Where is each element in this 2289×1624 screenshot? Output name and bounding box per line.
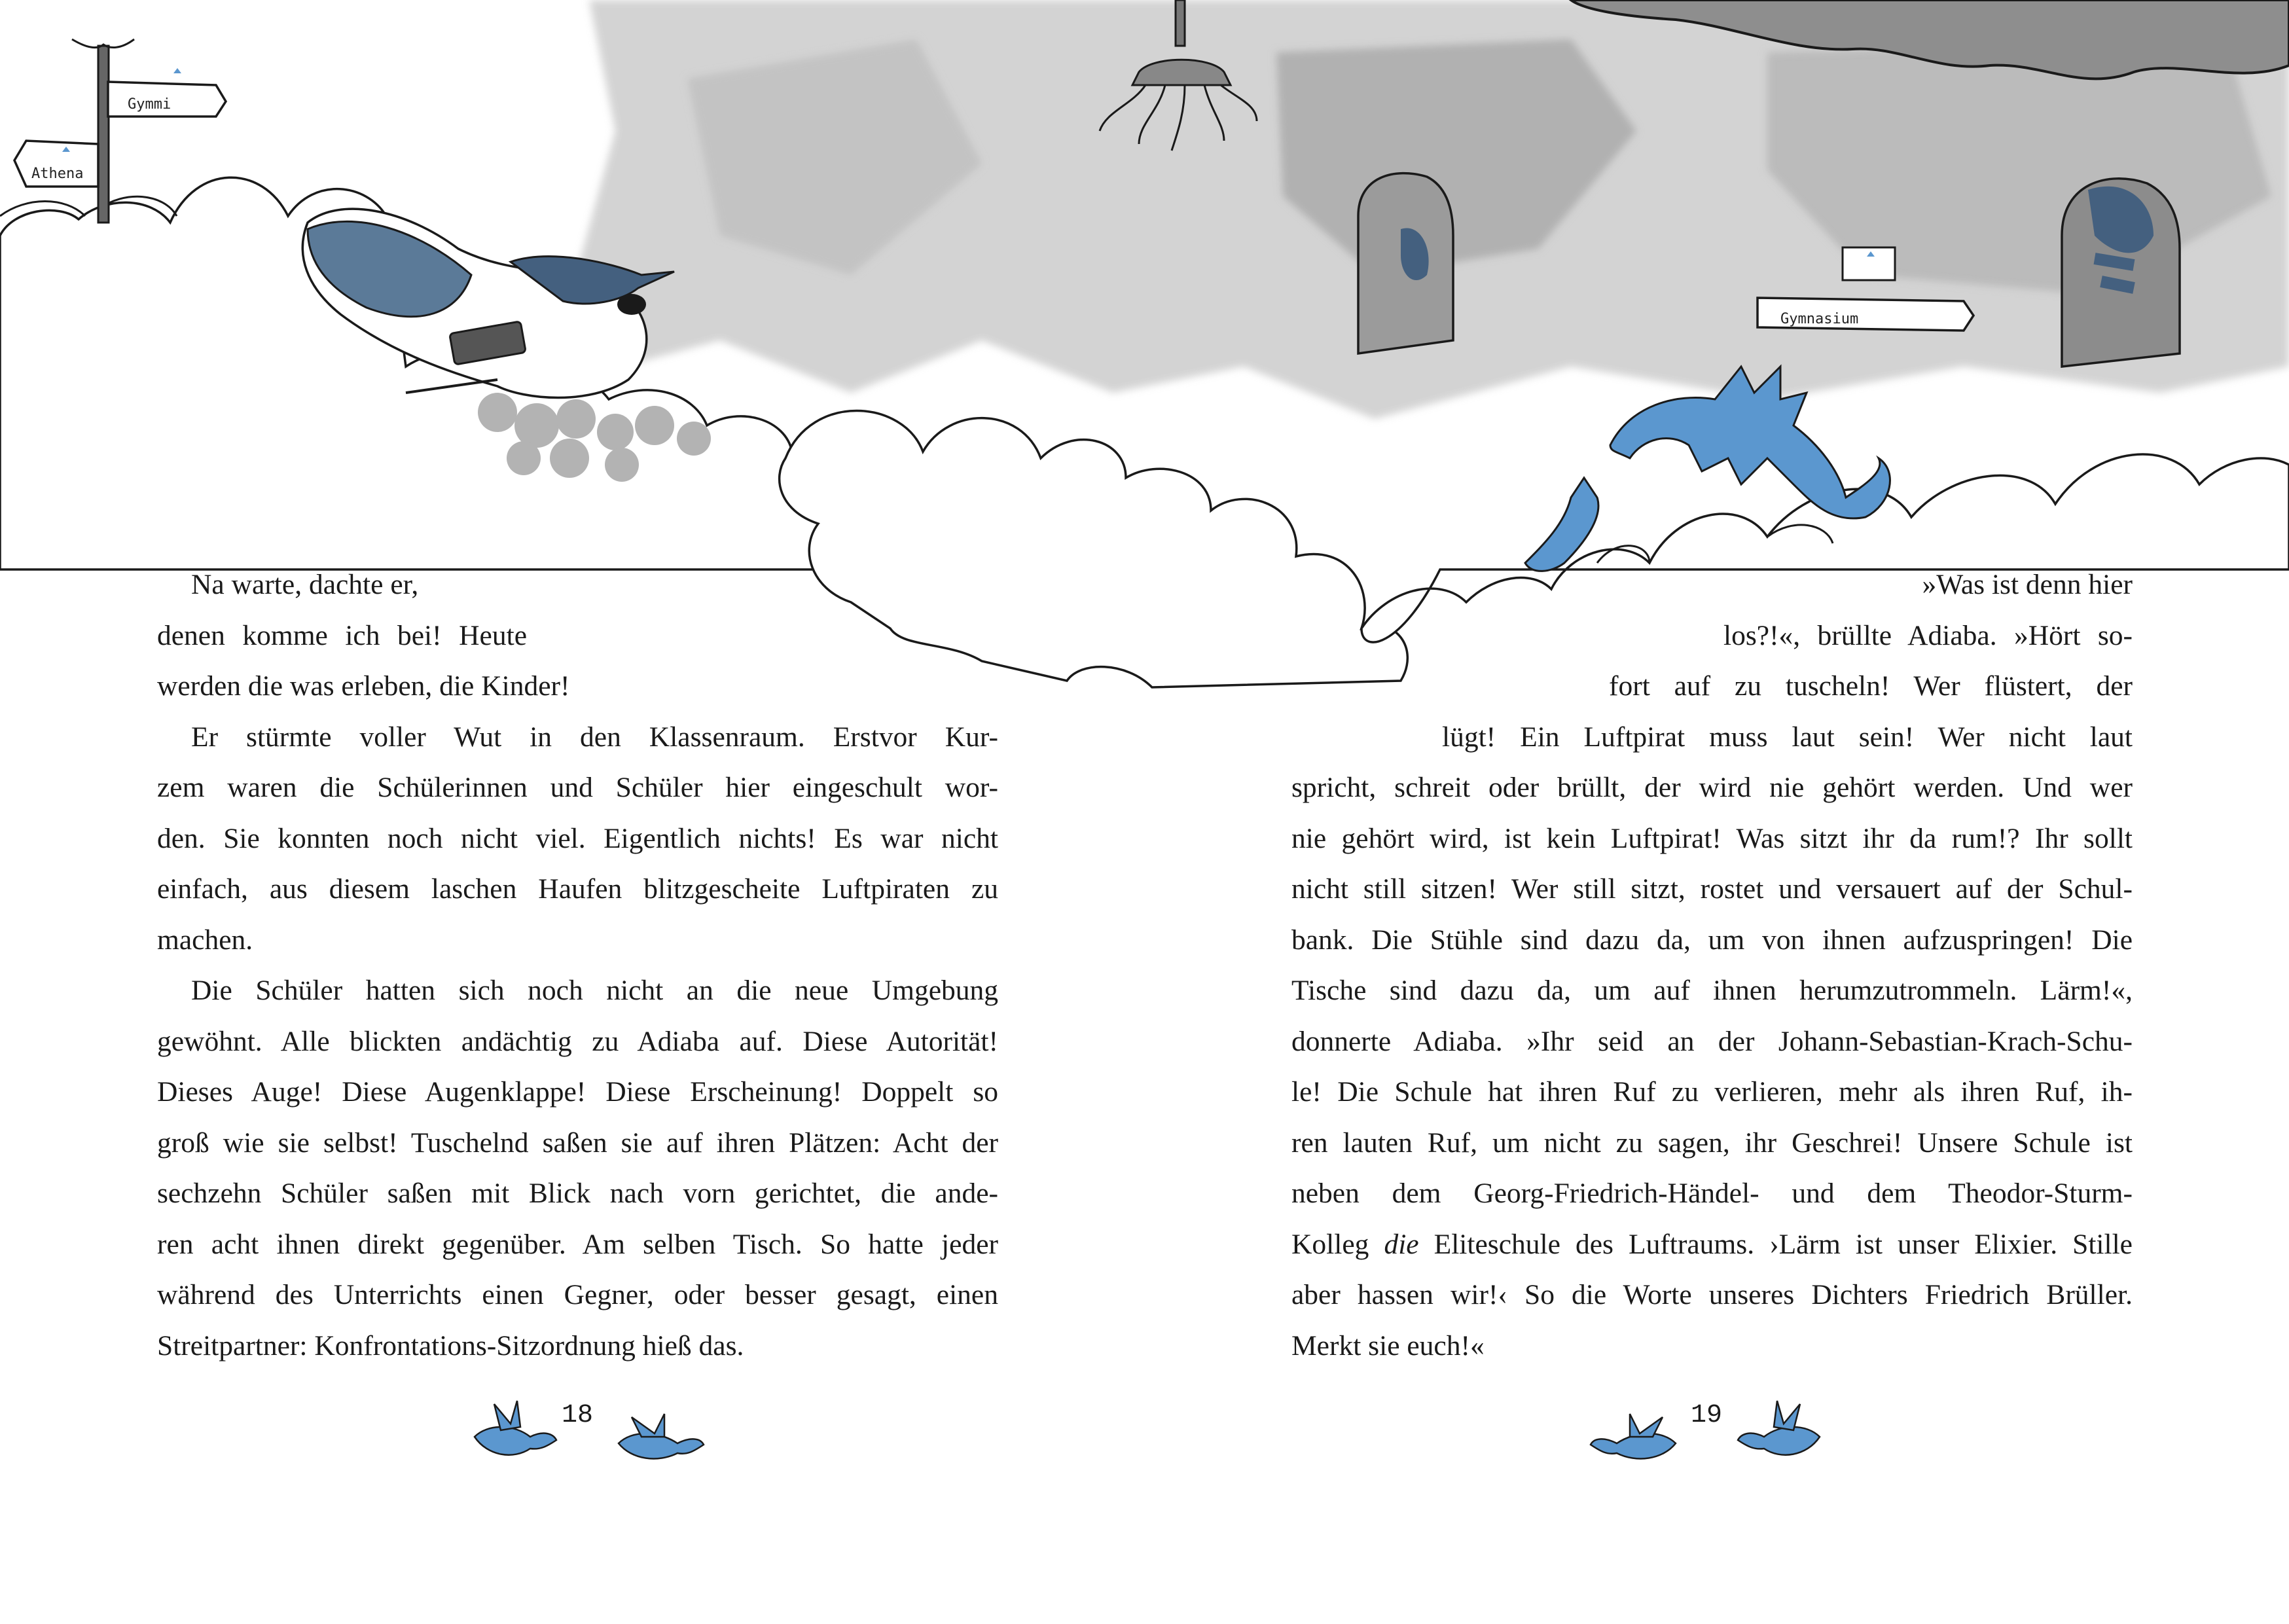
text-line: während des Unterrichts einen Gegner, oder besser gesagt, einen	[157, 1279, 998, 1310]
signpost-label-gymmi: Gymmi	[128, 96, 171, 113]
text-line-kolleg	[1291, 1219, 2133, 1271]
text-line: den. Sie konnten noch nicht viel. Eigentlich nichts! Es war nicht	[157, 822, 998, 854]
text-line: le! Die Schule hat ihren Ruf zu verlieren, mehr als ihren Ruf, ih-	[1291, 1076, 2133, 1108]
text-line: sechzehn Schüler saßen mit Blick nach vorn gerichtet, die ande-	[157, 1178, 998, 1209]
text-line: bank. Die Stühle sind dazu da, um von ihnen aufzuspringen! Die	[1291, 924, 2133, 956]
text-line: machen.	[157, 924, 253, 956]
page-number-left: 18	[562, 1401, 594, 1430]
text-fragment: Eliteschule des Luftraums. ›Lärm ist unser Elixier. Stille	[1418, 1228, 2133, 1260]
text-line: zem waren die Schülerinnen und Schüler hier eingeschult wor-	[157, 772, 998, 803]
gymnasium-sign-label: Gymnasium	[1780, 311, 1859, 327]
text-line: ren acht ihnen direkt gegenüber. Am selben Tisch. So hatte jeder	[157, 1228, 998, 1260]
text-line: denen komme ich bei! Heute	[157, 619, 527, 651]
signpost-label-athena: Athena	[31, 166, 84, 182]
text-line: aber hassen wir!‹ So die Worte unseres Dichters Friedrich Brüller.	[1291, 1279, 2133, 1310]
text-line: Streitpartner: Konfrontations-Sitzordnung hieß das.	[157, 1329, 744, 1362]
text-line: spricht, schreit oder brüllt, der wird nie gehört werden. Und wer	[1291, 772, 2133, 803]
right-door	[2062, 179, 2180, 367]
text-line: nie gehört wird, ist kein Luftpirat! Was sitzt ihr da rum!? Ihr sollt	[1291, 822, 2133, 854]
text-line: los?!«, brüllte Adiaba. »Hört so-	[1723, 619, 2133, 651]
text-line: werden die was erleben, die Kinder!	[157, 670, 570, 702]
text-line: neben dem Georg-Friedrich-Händel- und dem Theodor-Sturm-	[1291, 1178, 2133, 1209]
text-line: Die Schüler hatten sich noch nicht an die neue Umgebung	[191, 975, 998, 1006]
italic-emphasis: die	[1384, 1228, 1419, 1260]
right-page-body	[1291, 560, 2133, 1371]
text-line: ren lauten Ruf, um nicht zu sagen, ihr Geschrei! Unsere Schule ist	[1291, 1127, 2133, 1159]
text-fragment: Kolleg	[1291, 1228, 1384, 1260]
text-line: donnerte Adiaba. »Ihr seid an der Johann-Sebastian-Krach-Schu-	[1291, 1025, 2133, 1057]
text-line: Merkt sie euch!«	[1291, 1329, 1485, 1362]
page-number-right: 19	[1691, 1401, 1723, 1430]
text-line: Na warte, dachte er,	[191, 569, 419, 600]
left-door	[1358, 173, 1453, 353]
text-line: nicht still sitzen! Wer still sitzt, rostet und versauert auf der Schul-	[1291, 873, 2133, 905]
text-line: »Was ist denn hier	[1922, 569, 2133, 600]
text-line: gewöhnt. Alle blickten andächtig zu Adiaba auf. Diese Autorität!	[157, 1025, 998, 1057]
text-line: groß wie sie selbst! Tuschelnd saßen sie auf ihren Plätzen: Acht der	[157, 1127, 998, 1159]
text-line: lügt! Ein Luftpirat muss laut sein! Wer nicht laut	[1442, 721, 2133, 753]
text-line: fort auf zu tuscheln! Wer flüstert, der	[1609, 670, 2133, 702]
text-line: Er stürmte voller Wut in den Klassenraum. Erstvor Kur-	[191, 721, 998, 753]
text-line: Dieses Auge! Diese Augenklappe! Diese Erscheinung! Doppelt so	[157, 1076, 998, 1108]
text-line: Tische sind dazu da, um auf ihnen herumzutrommeln. Lärm!«,	[1291, 975, 2133, 1006]
left-page-body	[157, 560, 998, 1371]
text-line: einfach, aus diesem laschen Haufen blitzgescheite Luftpiraten zu	[157, 873, 998, 905]
blue-dragon-large	[1610, 367, 1890, 518]
